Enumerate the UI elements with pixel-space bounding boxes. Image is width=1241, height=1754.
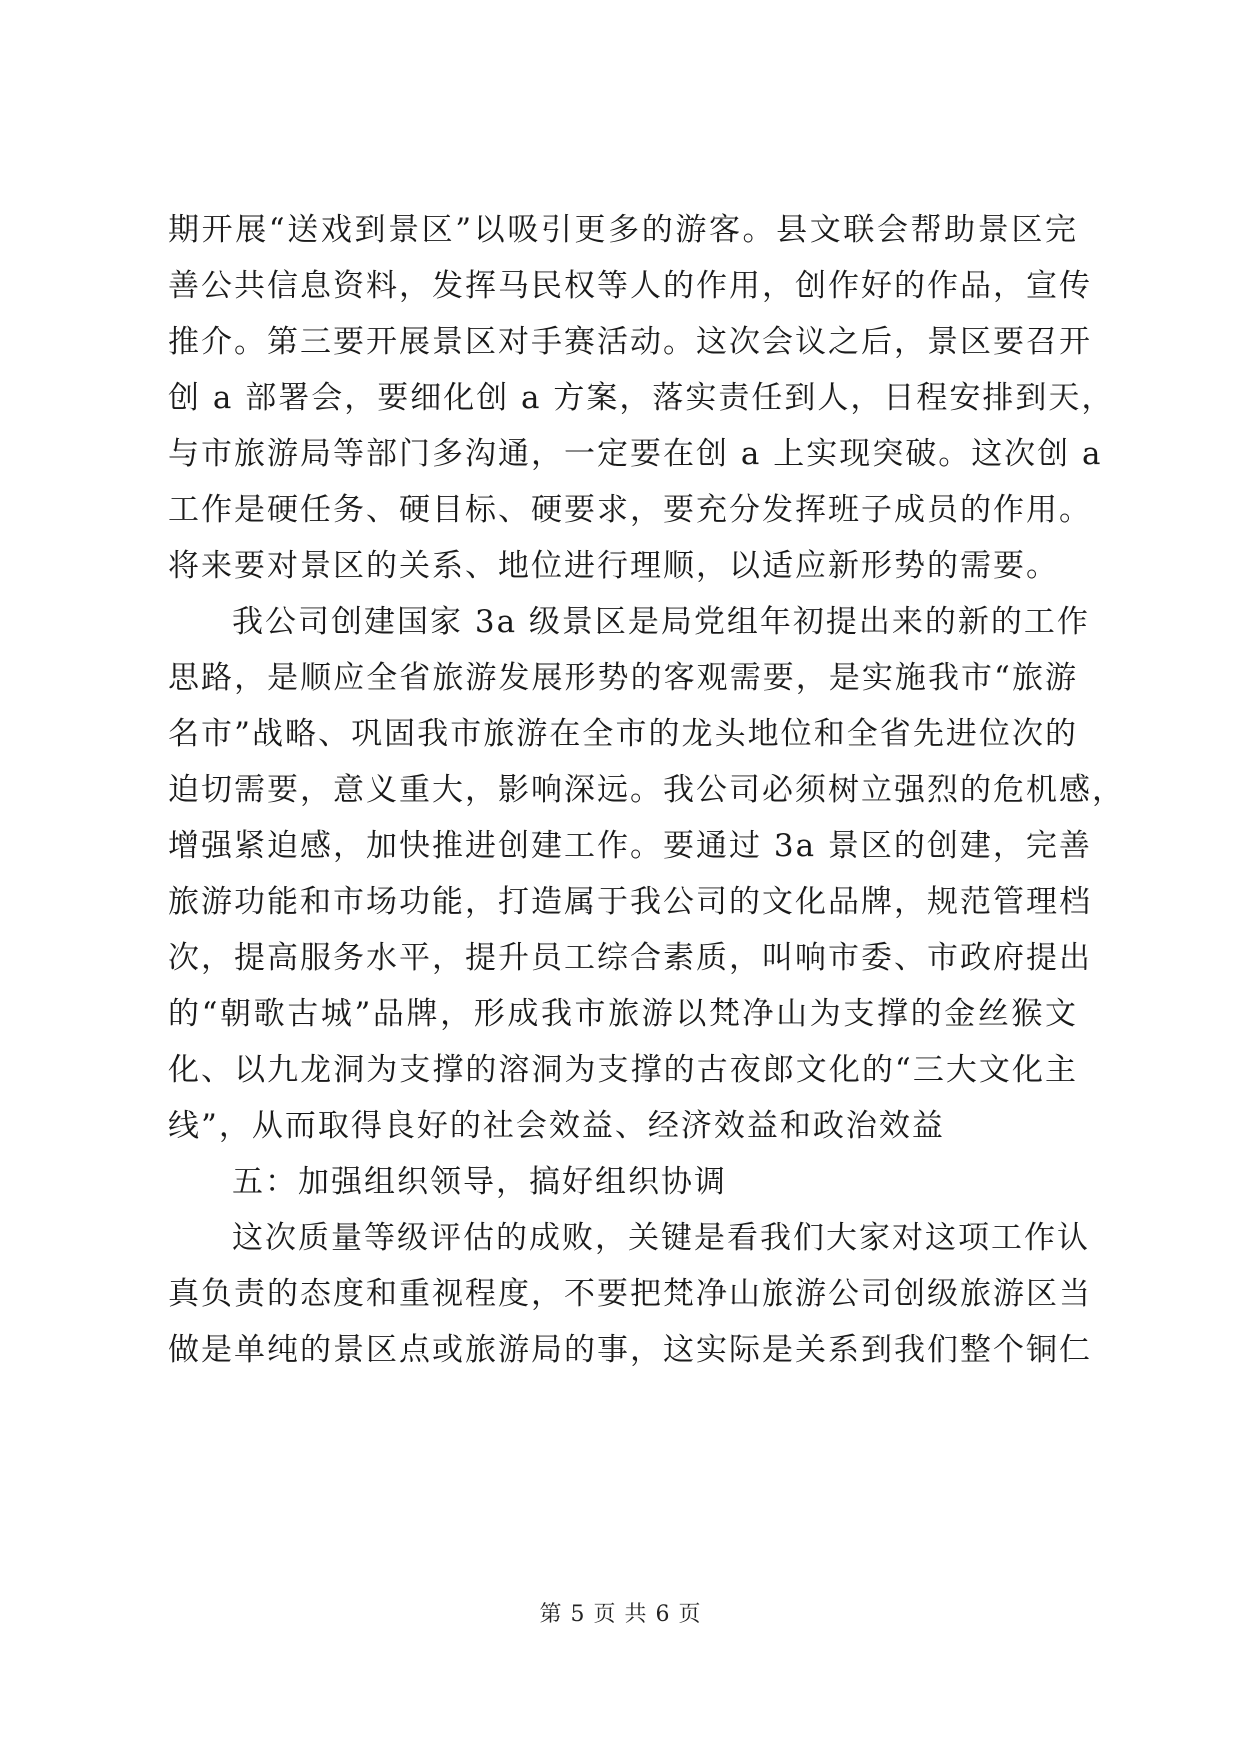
paragraph-line: 思路，是顺应全省旅游发展形势的客观需要，是实施我市“旅游 [168,660,1078,696]
paragraph-line: 创 a 部署会，要细化创 a 方案，落实责任到人，日程安排到天， [168,380,1115,416]
paragraph-line: 增强紧迫感，加快推进创建工作。要通过 3a 景区的创建，完善 [168,828,1092,864]
paragraph-line: 做是单纯的景区点或旅游局的事，这实际是关系到我们整个铜仁 [168,1332,1092,1368]
paragraph-line: 工作是硬任务、硬目标、硬要求，要充分发挥班子成员的作用。 [168,492,1092,528]
paragraph-line: 我公司创建国家 3a 级景区是局党组年初提出来的新的工作 [232,604,1090,640]
paragraph-line: 与市旅游局等部门多沟通，一定要在创 a 上实现突破。这次创 a [168,436,1103,472]
paragraph-line: 期开展“送戏到景区”以吸引更多的游客。县文联会帮助景区完 [168,212,1078,248]
paragraph-line: 的“朝歌古城”品牌，形成我市旅游以梵净山为支撑的金丝猴文 [168,996,1078,1032]
paragraph-line: 善公共信息资料，发挥马民权等人的作用，创作好的作品，宣传 [168,268,1092,304]
section-heading: 五：加强组织领导，搞好组织协调 [232,1164,727,1200]
paragraph-line: 旅游功能和市场功能，打造属于我公司的文化品牌，规范管理档 [168,884,1092,920]
paragraph-line: 推介。第三要开展景区对手赛活动。这次会议之后，景区要召开 [168,324,1092,360]
paragraph-line: 次，提高服务水平，提升员工综合素质，叫响市委、市政府提出 [168,940,1092,976]
paragraph-line: 将来要对景区的关系、地位进行理顺，以适应新形势的需要。 [168,548,1059,584]
paragraph-line: 迫切需要，意义重大，影响深远。我公司必须树立强烈的危机感， [168,772,1125,808]
paragraph-line: 真负责的态度和重视程度，不要把梵净山旅游公司创级旅游区当 [168,1276,1092,1312]
page-number-footer: 第 5 页 共 6 页 [539,1602,702,1627]
paragraph-line: 线”，从而取得良好的社会效益、经济效益和政治效益 [168,1108,945,1144]
paragraph-line: 名市”战略、巩固我市旅游在全市的龙头地位和全省先进位次的 [168,716,1078,752]
paragraph-line: 这次质量等级评估的成败，关键是看我们大家对这项工作认 [232,1220,1090,1256]
paragraph-line: 化、以九龙洞为支撑的溶洞为支撑的古夜郎文化的“三大文化主 [168,1052,1078,1088]
